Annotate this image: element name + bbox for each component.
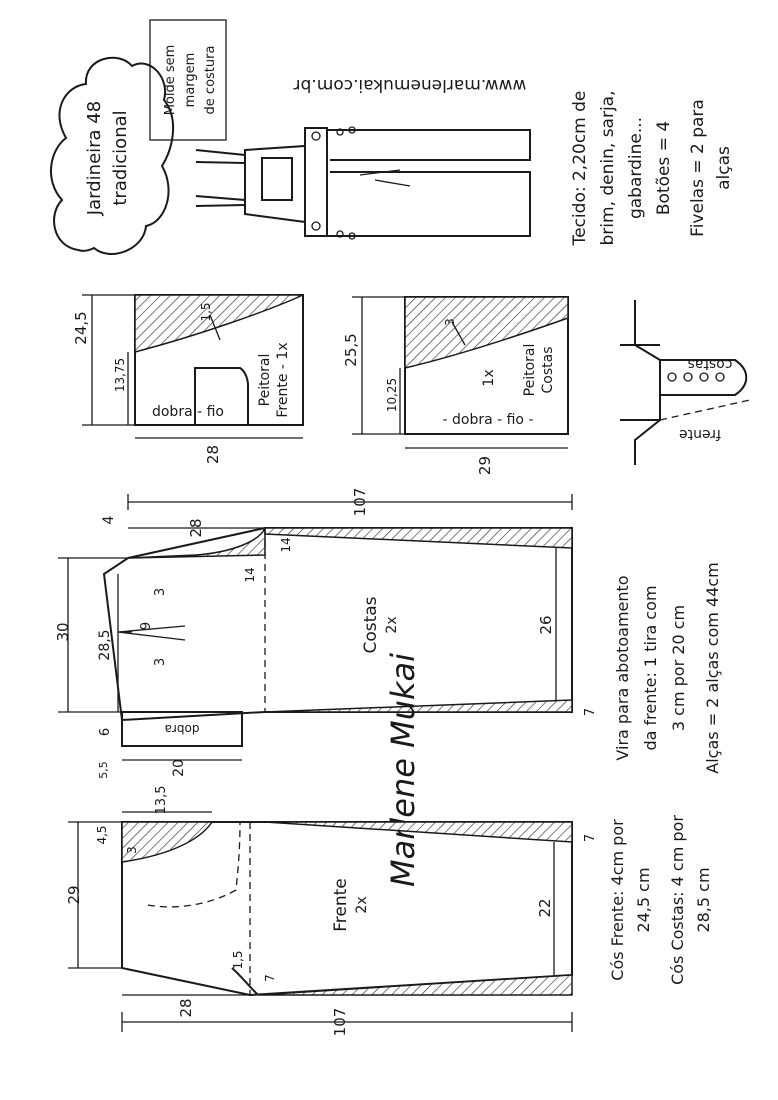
costas-hem-ext-label: 7 <box>583 707 598 717</box>
costas-curve-b-label: 14 <box>243 567 257 583</box>
costas-top-offset-label: 4 <box>101 515 117 525</box>
waistband-line3: Cós Costas: 4 cm por <box>668 815 687 985</box>
frente-side-label: 4,5 <box>95 825 109 845</box>
waistband-line4: 28,5 cm <box>694 867 713 933</box>
pc-height-label: 25,5 <box>342 333 360 367</box>
facing-line4: Alças = 2 alças com 44cm <box>703 562 722 774</box>
costas-waist-corner-label: 5,5 <box>97 761 110 779</box>
costas-dart-a-label: 3 <box>153 587 168 597</box>
pf-height-label: 24,5 <box>72 311 90 345</box>
costas-count-label: 2x <box>384 616 400 634</box>
pc-width-label: 29 <box>476 456 494 476</box>
title-line1: Jardineira 48 <box>84 100 105 216</box>
frente-label: Frente <box>331 878 351 932</box>
costas-dart-b-label: 3 <box>153 657 168 667</box>
costas-length-label: 107 <box>351 487 369 517</box>
materials-line6: alças <box>714 146 734 190</box>
signature: Marlene Mukai <box>384 652 422 888</box>
pf-curve-label: 1,5 <box>199 302 213 322</box>
detail-costas-label: costas <box>687 356 733 372</box>
frente-curve-b-label: 7 <box>263 974 277 982</box>
costas-hem-label: 26 <box>537 615 555 635</box>
pc-label1: Peitoral <box>522 343 538 397</box>
pf-fold-label: dobra - fio <box>151 404 225 420</box>
frente-seat-label: 29 <box>65 885 83 905</box>
note-line1: Molde sem <box>163 44 178 116</box>
frente-hem-label: 22 <box>536 898 554 918</box>
materials-line5: Fivelas = 2 para <box>688 99 708 237</box>
website-text: www.marlenemukai.com.br <box>293 75 527 95</box>
costas-piece <box>58 494 572 760</box>
costas-label: Costas <box>361 596 381 654</box>
pf-side-label: 13,75 <box>113 357 127 393</box>
costas-dart-depth-label: 9 <box>139 621 154 631</box>
frente-hem-ext-label: 7 <box>583 833 598 843</box>
facing-line2: da frente: 1 tira com <box>641 585 660 751</box>
materials-line3: gabardine... <box>626 116 646 220</box>
frente-crotch-label: 28 <box>177 998 195 1018</box>
waistband-line1: Cós Frente: 4cm por <box>608 819 627 981</box>
frente-curve-a-label: 1,5 <box>231 950 245 970</box>
materials-line1: Tecido: 2,20cm de <box>570 90 590 246</box>
costas-waist-drop-label: 6 <box>98 727 113 737</box>
costas-waistband-label: 20 <box>171 759 187 777</box>
pf-width-label: 28 <box>204 445 222 465</box>
costas-crotch-label: 28 <box>187 518 205 538</box>
pf-label1: Peitoral <box>257 353 273 407</box>
materials-line2: brim, denin, sarja, <box>598 90 618 246</box>
overall-sketch <box>196 127 530 239</box>
pc-label2: Costas <box>540 346 556 394</box>
facing-line1: Vira para abotoamento <box>613 575 632 761</box>
materials-line4: Botões = 4 <box>654 120 674 216</box>
detail-frente-label: frente <box>679 426 721 442</box>
frente-curve-depth-label: 3 <box>125 846 139 854</box>
pc-side-label: 10,25 <box>385 377 399 413</box>
facing-text <box>613 562 722 773</box>
waistband-line2: 24,5 cm <box>634 867 653 933</box>
frente-length-label: 107 <box>331 1007 349 1037</box>
costas-band-fold-label: dobra <box>164 722 200 736</box>
pc-fold-label: - dobra - fio - <box>442 412 534 428</box>
costas-curve-a-label: 14 <box>279 537 293 553</box>
note-line3: de costura <box>203 45 218 115</box>
title-line2: tradicional <box>110 110 131 206</box>
frente-top-label: 13,5 <box>154 785 169 815</box>
frente-count-label: 2x <box>354 896 370 914</box>
materials-text <box>570 90 734 246</box>
title-cloud <box>51 58 173 254</box>
pf-label2: Frente - 1x <box>275 342 291 418</box>
pc-count-label: 1x <box>481 369 497 387</box>
waistband-text <box>608 815 713 985</box>
pc-curve-label: 3 <box>443 318 457 326</box>
costas-hip-label: 28,5 <box>97 629 113 661</box>
facing-line3: 3 cm por 20 cm <box>669 604 688 732</box>
costas-seat-label: 30 <box>54 622 72 642</box>
note-line2: margem <box>183 52 198 108</box>
note-box <box>150 20 226 140</box>
frente-piece <box>68 812 572 1032</box>
